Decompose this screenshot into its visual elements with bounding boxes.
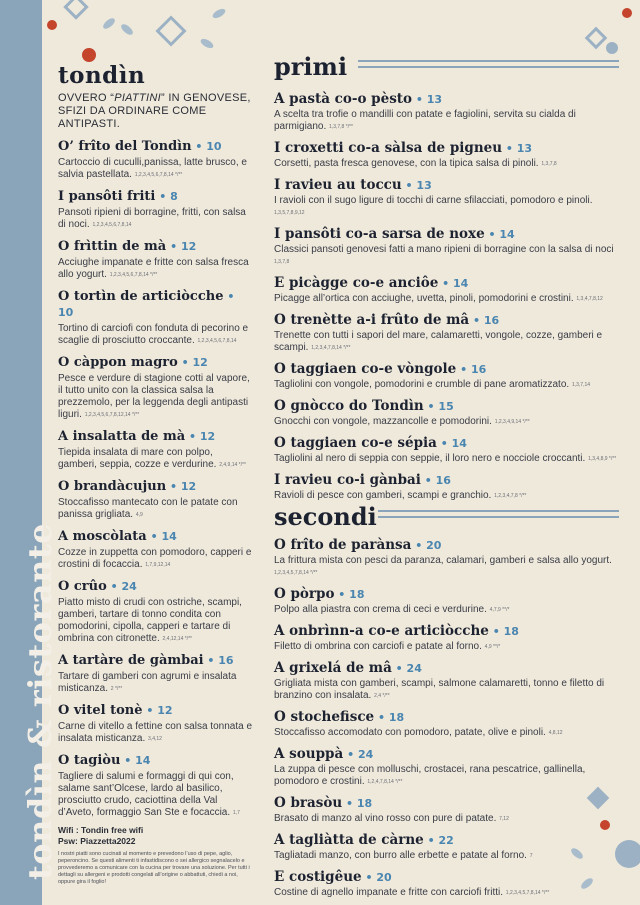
dish-price: 8 [170,190,178,203]
dish-name: E picàgge co-e anciôe [274,275,439,291]
menu-item-description [58,207,253,231]
allergen-codes: 4,8,12 [548,730,563,736]
menu-item-name [274,360,619,379]
menu-item-description [274,453,619,465]
menu-item-description [58,257,253,281]
menu-item [58,289,253,347]
diamond-ornament-icon [63,0,88,20]
allergen-codes: 1,3,7,14 [571,382,591,388]
dish-name: O taggiaen co-e vòngole [274,361,457,377]
side-band [0,0,59,905]
allergen-codes: 2 */** [110,686,123,692]
dish-price: 12 [180,480,197,493]
menu-item [58,239,253,281]
allergen-codes: 1,2,3,4,5,6,7,8,14 [92,222,132,228]
wifi-info [58,825,253,847]
dish-name: O stochefisce [274,709,375,725]
leaf-ornament-icon [101,16,116,30]
dish-price: 12 [157,704,173,717]
price-bullet-icon: • [391,662,407,675]
dish-name: O tortìn de articiòcche [58,289,224,304]
secondi-item-list [274,536,619,899]
dish-description: Grigliata mista con gamberi, scampi, salmone calamaretti, tonno e filetto di branzino con insalata. [274,678,605,701]
menu-item-description [58,323,253,347]
menu-item [274,471,619,502]
dish-name: O frìttin de mà [58,239,167,254]
dish-price: 24 [121,580,137,593]
menu-item-description [274,813,619,825]
menu-item [58,429,253,471]
menu-item-description [58,771,253,819]
dish-description: Brasato di manzo al vino rosso con pure di patate. [274,813,497,824]
dish-price: 20 [376,871,392,884]
menu-item-name [58,703,253,719]
menu-item [274,868,619,899]
secondi-divider-line [378,516,619,518]
price-bullet-icon: • [155,190,171,203]
leaf-ornament-icon [119,22,134,36]
dish-price: 16 [470,363,487,376]
menu-item [274,585,619,616]
menu-item [58,139,253,181]
dish-name: A onbrìnn-a co-e articiòcche [274,623,489,639]
menu-item [274,311,619,354]
dish-description: Tiepida insalata di mare con polpo, gamberi, seppia, cozze e verdurine. [58,447,217,470]
dish-description: Costine di agnello impanate e fritte con carciofi fritti. [274,887,503,898]
menu-item-description [274,887,619,899]
menu-item [274,434,619,465]
menu-item [274,139,619,170]
allergen-codes: 7,12 [499,816,509,822]
dish-description: Classici pansoti genovesi fatti a mano ripieni di borragine con la salsa di noci [274,244,614,255]
menu-item [58,579,253,645]
allergen-codes: 1,2,3,4,5,6,7,8,12,14 */** [84,412,140,418]
primi-divider-line [358,60,619,62]
price-bullet-icon: • [438,277,454,290]
menu-item-name [274,274,619,293]
menu-item [274,176,619,219]
red-dot-icon [82,48,96,62]
allergen-codes: 1,3,7,8 */** [329,124,353,130]
menu-item-name [274,311,619,330]
menu-item-name [58,429,253,445]
dish-name: I pansôti friti [58,189,156,204]
menu-item-name [58,579,253,595]
menu-item-name [274,225,619,244]
menu-item-description [274,330,619,354]
menu-item-description [58,721,253,745]
menu-item [58,529,253,571]
secondi-section [274,500,619,899]
price-bullet-icon: • [106,580,122,593]
secondi-divider-line [378,510,619,512]
dish-price: 14 [161,530,177,543]
dish-name: O brandàcujun [58,479,167,494]
menu-item-name [274,471,619,490]
menu-item-name [58,653,253,669]
dish-price: 14 [499,228,515,241]
dish-description: Tagliolini con vongole, pomodorini e crumble di pane aromatizzato. [274,379,570,390]
tondin-item-list [58,139,253,819]
dish-description: Trenette con tutti i sapori del mare, calamaretti, vongole, cozze, gamberi e scampi. [274,330,603,353]
dish-price: 14 [453,277,469,290]
dish-price: 13 [416,179,432,192]
menu-item-description [274,109,619,133]
dish-description: I ravioli con il sugo ligure di tocchi di carne sfilacciati, pomodoro e pinoli. [274,195,593,206]
menu-item-description [58,373,253,421]
menu-item-name [58,239,253,255]
menu-item-description [274,416,619,428]
allergen-codes: 1,3,4,7,8,12 [576,296,603,302]
dish-price: 12 [180,240,197,253]
dish-description: Cozze in zuppetta con pomodoro, capperi e crostini di focaccia. [58,547,252,570]
price-bullet-icon: • [420,474,436,487]
dish-name: O trenètte a-i frûto de mâ [274,312,470,328]
price-bullet-icon: • [334,588,350,601]
allergen-codes: 1,7,9,12,14 [145,562,171,568]
dish-description: Gnocchi con vongole, mazzancolle e pomodorini. [274,416,492,427]
menu-item [58,479,253,521]
menu-item [58,653,253,695]
dish-name: A grixelá de mâ [274,660,392,676]
menu-item-description [58,497,253,521]
dish-description: Cartoccio di cuculli,panissa, latte brusco, e salvia pastellata. [58,157,247,180]
allergen-codes: 7 [529,853,533,859]
dish-name: O brasòu [274,795,343,811]
decoration-top-left [42,0,242,60]
price-bullet-icon: • [191,140,207,153]
allergen-codes: 1,3,4,8,9 */** [588,456,617,462]
allergen-codes: 1,2,4,7,8,14 */** [367,779,403,785]
menu-item-description [58,547,253,571]
allergen-codes: 2,4 */** [374,693,390,699]
menu-item-description [274,158,619,170]
dish-price: 13 [426,93,443,106]
price-bullet-icon: • [185,430,200,443]
menu-item [274,622,619,653]
dish-price: 13 [516,142,533,155]
dish-name: E costigêue [274,869,362,885]
dish-name: O vitel tonè [58,703,143,718]
menu-item-description [274,764,619,788]
dish-description: Picagge all’ortica con acciughe, uvetta, pinoli, pomodorini e crostini. [274,293,574,304]
dish-price: 14 [451,437,467,450]
menu-item-name [274,831,619,850]
dish-price: 15 [438,400,454,413]
menu-item [274,794,619,825]
wifi-password: Psw: Piazzetta2022 [58,836,136,846]
allergen-codes: 1,2,3,4,5,6,7,8,14 [197,338,237,344]
dish-price: 14 [135,754,151,767]
dish-description: Pesce e verdure di stagione cotti al vapore, il tutto unito con la classica salsa la prezzemolo, per la leggenda degli antipasti liguri. [58,373,250,420]
dish-name: O crûo [58,579,107,594]
primi-heading: primi [274,52,348,81]
allergen-codes: 3,4,12 [148,736,162,742]
menu-item-name [274,90,619,109]
dish-name: O pòrpo [274,586,335,602]
menu-item [274,360,619,391]
price-bullet-icon: • [412,93,427,106]
menu-item-name [58,479,253,495]
price-bullet-icon: • [342,797,357,810]
menu-item-name [274,536,619,555]
menu-item [274,90,619,133]
dish-description: Pansoti ripieni di borragine, fritti, con salsa di noci. [58,207,246,230]
dish-description: Carne di vitello a fettine con salsa tonnata e insalata misticanza. [58,721,253,744]
menu-item [274,225,619,268]
dish-name: I ravieu co-i gànbai [274,472,421,488]
dish-name: A moscòlata [58,529,147,544]
menu-item-name [58,355,253,371]
dish-description: A scelta tra trofie o mandilli con patate e fagiolini, servita su cialda di parmigiano. [274,109,576,132]
price-bullet-icon: • [166,240,181,253]
leaf-ornament-icon [199,37,215,50]
allergen-codes: 2,4,12,14 */** [162,636,192,642]
dish-description: Tartare di gamberi con agrumi e insalata misticanza. [58,671,237,694]
price-bullet-icon: • [120,754,136,767]
price-bullet-icon: • [469,314,484,327]
price-bullet-icon: • [142,704,158,717]
menu-item-name [274,794,619,813]
dish-name: I pansôti co-a sarsa de noxe [274,226,485,242]
dish-price: 18 [503,625,519,638]
wifi-name: Wifi : Tondin free wifi [58,825,144,835]
dish-price: 18 [356,797,373,810]
allergen-codes: 1,3,7,8 [541,161,557,167]
menu-item-name [274,434,619,453]
menu-item-description [274,555,619,579]
menu-item-name [274,868,619,887]
price-bullet-icon: • [456,363,471,376]
allergen-notes: I nostri piatti sono cucinati al momento e prevedono l’uso di pepe, aglio, peperoncino. Se questi alimenti ti infastidiscono o sei allergico segnalacelo e provvederemo a comunicare con la cucina per trovare una soluzione. Per tutti i dettagli su allergeni e prodotti congelati all’origine o abbattuti, chiedi a noi, oppure gira il foglio! [58,851,250,885]
dish-price: 20 [426,539,442,552]
dish-description: Piatto misto di crudi con ostriche, scampi, gamberi, tartare di tonno condita con pomodorini, cipolla, capperi e tartare di ombrina con citronette. [58,597,242,644]
dish-description: Stoccafisso mantecato con le patate con panissa grigliata. [58,497,238,520]
dish-description: Filetto di ombrina con carciofi e patate al forno. [274,641,482,652]
primi-section [274,50,619,502]
dish-name: A insalatta de mà [58,429,186,444]
menu-item [274,659,619,702]
dish-name: A pastà co-o pèsto [274,91,413,107]
menu-item-name [58,139,253,155]
price-bullet-icon: • [411,539,427,552]
allergen-codes: 1,2,3,4,5,7,8,14 */** [274,570,318,576]
dish-description: La zuppa di pesce con molluschi, crostacei, rana pescatrice, gallinella, pomodoro e crostini. [274,764,586,787]
primi-header [274,50,619,86]
price-bullet-icon: • [502,142,517,155]
dish-name: O frîto de parànsa [274,537,412,553]
allergen-codes: 1,2,3,4,7,8,14 */** [311,345,351,351]
dish-price: 12 [192,356,208,369]
menu-item [274,831,619,862]
side-brand-text: tondìn & ristorante [21,522,59,880]
price-bullet-icon: • [166,480,181,493]
dish-name: A tartàre de gàmbai [58,653,204,668]
menu-item-description [58,157,253,181]
dish-price: 18 [349,588,365,601]
menu-item-name [274,176,619,195]
allergen-codes: 1,2,3,4,5,6,7,8,14 */** [109,272,158,278]
secondi-header [274,500,619,536]
diamond-ornament-icon [155,15,186,46]
dish-name: O tagiòu [58,753,121,768]
leaf-ornament-icon [211,7,227,20]
menu-item-name [274,745,619,764]
price-bullet-icon: • [203,654,219,667]
dish-name: O càppon magro [58,355,178,370]
dish-name: I ravieu au toccu [274,177,402,193]
menu-item-description [274,195,619,219]
dish-price: 16 [435,474,451,487]
dish-description: Stoccafisso accomodato con pomodoro, patate, olive e pinoli. [274,727,546,738]
allergen-codes: 1,2,3,4,5,7,8,14 */** [505,890,550,896]
menu-item-description [274,604,619,616]
tondin-subtitle: OVVERO “PIATTINI” IN GENOVESE, SFIZI DA ORDINARE COME ANTIPASTI. [58,92,251,130]
menu-item-description [274,678,619,702]
tondin-section [58,62,253,886]
dish-price: 16 [483,314,500,327]
price-bullet-icon: • [146,530,162,543]
price-bullet-icon: • [343,748,358,761]
dish-name: O’ frîto del Tondìn [58,139,192,154]
price-bullet-icon: • [361,871,377,884]
price-bullet-icon: • [401,179,417,192]
dish-name: A souppà [274,746,344,762]
tondin-title: tondìn [58,62,146,89]
price-bullet-icon: • [177,356,193,369]
primi-item-list [274,90,619,502]
price-bullet-icon: • [423,834,439,847]
menu-item-name [274,622,619,641]
dish-price: 22 [438,834,454,847]
allergen-codes: 1,3,7,8 [274,259,290,265]
price-bullet-icon: • [436,437,452,450]
primi-divider-line [358,66,619,68]
menu-item [274,397,619,428]
menu-item-description [274,850,619,862]
price-bullet-icon: • [423,400,439,413]
dish-price: 10 [58,306,74,319]
menu-item-name [58,753,253,769]
allergen-codes: 4,9 [135,512,143,518]
dish-description: Tagliatadi manzo, con burro alle erbette e patate al forno. [274,850,527,861]
menu-item [274,708,619,739]
allergen-codes: 2,4,9,14 */** [219,462,246,468]
menu-item-name [274,585,619,604]
menu-item [58,189,253,231]
dish-description: La frittura mista con pesci da paranza, calamari, gamberi e salsa allo yogurt. [274,555,612,566]
allergen-codes: 1,3,5,7,8,9,12 [274,210,305,216]
menu-item-description [274,641,619,653]
price-bullet-icon: • [223,290,235,303]
menu-item-name [58,189,253,205]
allergen-codes: 1,2,3,4,7,8 */** [494,493,527,499]
dish-name: O taggiaen co-e sépia [274,435,437,451]
allergen-codes: 1,2,3,4,9,14 */** [494,419,530,425]
menu-item-description [58,447,253,471]
dish-price: 18 [388,711,405,724]
menu-item [274,745,619,788]
dish-price: 16 [218,654,234,667]
dish-description: Corsetti, pasta fresca genovese, con la tipica salsa di pinoli. [274,158,539,169]
menu-item-description [58,671,253,695]
menu-item [274,274,619,305]
allergen-codes: 4,7,9 **/* [489,607,510,613]
allergen-codes: 4,9 **/* [484,644,501,650]
menu-item-description [274,244,619,268]
menu-item [58,753,253,819]
dish-description: Tagliolini al nero di seppia con seppie, il loro nero e nocciole croccanti. [274,453,586,464]
price-bullet-icon: • [488,625,504,638]
menu-item-name [58,289,253,321]
menu-item-description [274,727,619,739]
menu-item-name [274,397,619,416]
menu-item-name [274,708,619,727]
dish-price: 24 [357,748,374,761]
dish-name: A tagliàtta de càrne [274,832,424,848]
dish-description: Tortino di carciofi con fonduta di pecorino e scaglie di prosciutto croccante. [58,323,249,346]
red-dot-icon [622,8,632,18]
menu-item [274,536,619,579]
menu-item [58,703,253,745]
menu-item-description [274,293,619,305]
menu-item-description [274,379,619,391]
dish-price: 12 [199,430,216,443]
dish-price: 24 [406,662,422,675]
menu-item-description [58,597,253,645]
menu-item [58,355,253,421]
menu-item-name [274,659,619,678]
menu-item-name [58,529,253,545]
dish-description: Acciughe impanate e fritte con salsa fresca allo yogurt. [58,257,249,280]
dish-description: Polpo alla piastra con crema di ceci e verdurine. [274,604,487,615]
price-bullet-icon: • [374,711,389,724]
dish-price: 10 [206,140,222,153]
menu-item-name [274,139,619,158]
allergen-codes: 1,7 [232,810,240,816]
diamond-ornament-icon [585,27,608,50]
dish-description: Tagliere di salumi e formaggi di qui con, salame sant’Olcese, lardo al basilico, prosciutto crudo, caciottina della Val d’Aveto, formaggio San Ste e focaccia. [58,771,234,818]
dish-name: O gnòcco do Tondìn [274,398,424,414]
allergen-codes: 1,2,3,4,5,6,7,8,14 */** [134,172,183,178]
dish-description: Ravioli di pesce con gamberi, scampi e granchio. [274,490,492,501]
red-dot-icon [47,20,57,30]
dish-name: I croxetti co-a sàlsa de pigneu [274,140,503,156]
secondi-heading: secondi [274,502,377,531]
price-bullet-icon: • [484,228,500,241]
